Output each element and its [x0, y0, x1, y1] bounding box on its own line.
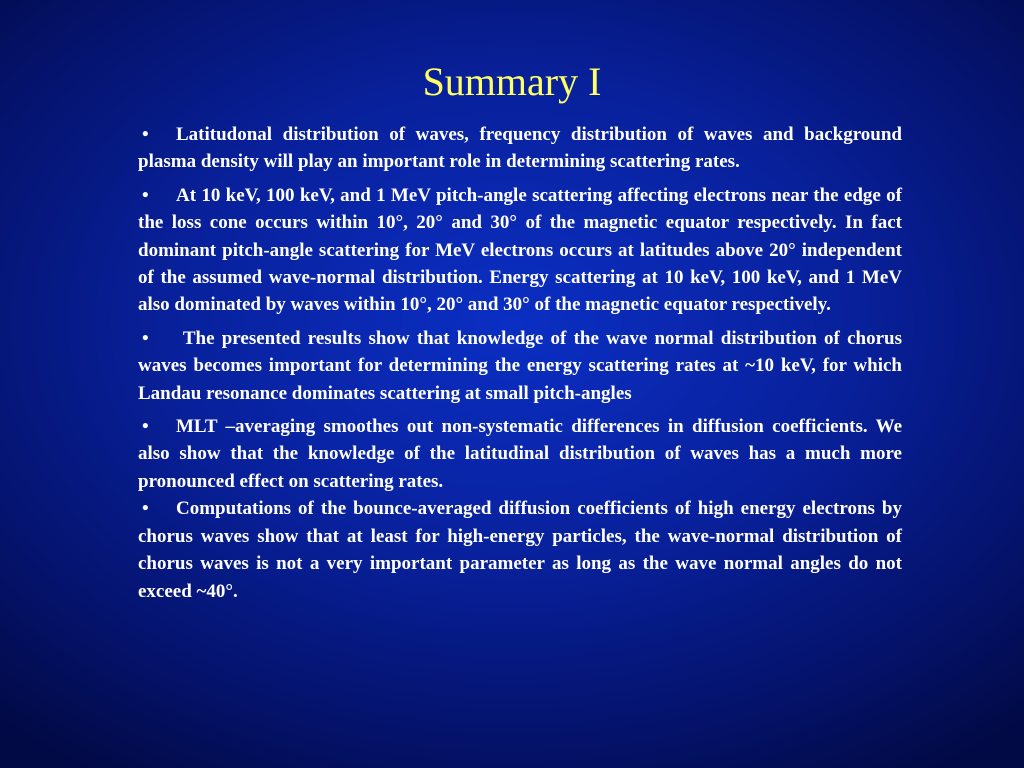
bullet-text: Computations of the bounce-averaged diffusion coefficients of high energy electrons by chorus waves show that at least for high-energy particles, the wave-normal distribution of chorus waves is not a very important parameter as long as the wave normal angles do not exceed ~40°. [138, 498, 902, 602]
bullet-item [138, 413, 902, 495]
bullet-text: MLT –averaging smoothes out non-systematic differences in diffusion coefficients. We also show that the knowledge of the latitudinal distribution of waves has a much more pronounced effect on scattering rates. [138, 416, 902, 492]
bullet-item [138, 121, 902, 176]
bullet-dot: • [142, 124, 149, 145]
bullet-dot: • [142, 498, 149, 520]
bullet-text: The presented results show that knowledge of the wave normal distribution of chorus waves becomes important for determining the energy scattering rates at ~10 keV, for which Landau resonance dominates scattering at small pitch-angles [138, 327, 902, 404]
bullet-item [138, 325, 902, 407]
bullet-item [138, 182, 902, 319]
bullet-dot: • [142, 416, 149, 438]
bullet-text: Latitudonal distribution of waves, frequency distribution of waves and background plasma density will play an important role in determining scattering rates. [138, 124, 902, 173]
bullet-dot: • [142, 184, 149, 206]
slide-title: Summary I [422, 59, 602, 104]
bullet-item [138, 495, 902, 605]
bullet-dot: • [142, 327, 149, 349]
bullet-list [138, 121, 902, 605]
bullet-text: At 10 keV, 100 keV, and 1 MeV pitch-angle scattering affecting electrons near the edge of the loss cone occurs within 10°, 20° and 30° of the magnetic equator respectively. In fact dominant pitch-angle scattering for MeV electrons occurs at latitudes above 20° independent of the assumed wave-normal distribution. Energy scattering at 10 keV, 100 keV, and 1 MeV also dominated by waves within 10°, 20° and 30° of the magnetic equator respectively. [138, 184, 902, 316]
